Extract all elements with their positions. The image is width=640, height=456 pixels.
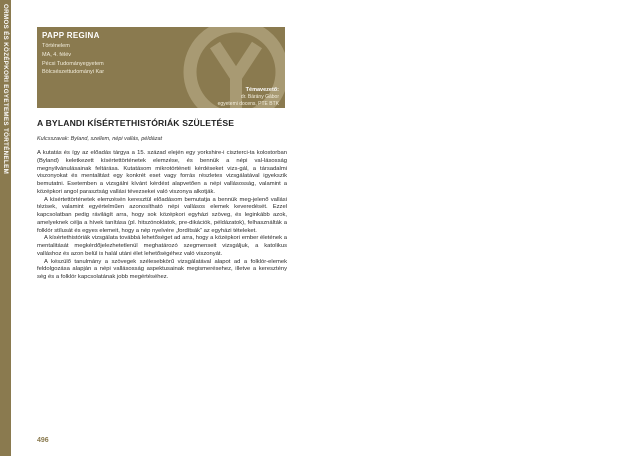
article-body <box>37 150 287 282</box>
supervisor-block <box>218 87 279 107</box>
author-info-line: Pécsi Tudományegyetem <box>42 60 104 67</box>
keywords: Kulcsszavak: Byland, szellem, népi vallás, példázat <box>37 136 163 142</box>
spine-section-title: ORMOS ÉS KÖZÉPKORI EGYETEMES TÖRTÉNELEM <box>2 4 9 175</box>
author-info <box>42 42 104 77</box>
paragraph: A készülő tanulmány a szövegek szélesebkörű vizsgálatával alapot ad a folklór-elemek feldolgozása alapján a népi vallásosság aspektusainak megismerésehez, illetve a keresztény ség és a folklór kapcsolatának jobb megértéséhez. <box>37 258 287 280</box>
author-name: PAPP REGINA <box>42 31 100 40</box>
paragraph: A kutatás és így az előadás tárgya a 15. század elején egy yorkshire-i ciszterci-ta kolostorban (Byland) keletkezett kísértettörténetek elemzése, és bennük a népi val-lásosság megnyilvánulásainak feltárása. Kutatásom mikrotörténeti kérdéseket vizs-gál, a társadalmi viszonyokat és mentalitást egy konkrét eset vagy forrás részletes vizsgálatával igyekszik bemutatni. Esetemben a vizsgálni kívánt kérdést alapvetően a népi vallásosság, valamint a középkori angol parasztság vallási tévezsekei való viszonya alkotják. <box>37 150 287 195</box>
supervisor-name: dr. Bárány Gábor <box>240 94 279 100</box>
article-title: A BYLANDI KÍSÉRTETHISTÓRIÁK SZÜLETÉSE <box>37 118 235 128</box>
spine-bar <box>0 0 11 456</box>
supervisor-label: Témavezető: <box>245 87 279 93</box>
page-number: 496 <box>37 437 49 444</box>
author-info-line: Történelem <box>42 43 70 49</box>
paragraph: A kísértettörténetek elemzésén keresztül előadásom bemutatja a bennük meg-jelenő vallási tézisek, valamint egyértelműen azonosítható népi vallásos elemek keveredését. Ezzel kapcsolatban pedig rávilágít arra, hogy sok középkori egyházi szöveg, és leginkább azok, amelyeknek célja a hívek tanítása (pl. hitszónoklatok, pre-dikációk, példázatok), felhasználták a folklór stílusát és egyes elemeit, hogy a nép nyelvére „fordítsák” az egyházi tételeket. <box>37 196 287 234</box>
supervisor-position: egyetemi docens, PTE BTK <box>217 100 279 107</box>
author-info-line: Bölcsészettudományi Kar <box>42 69 105 76</box>
author-info-line: MA, 4. félév <box>42 51 72 58</box>
paragraph: A kísértethistóriák vizsgálata továbbá lehetőséget ad arra, hogy a középkori ember életének a mentalitását megkérdőjelezhetetlenül meghatározó szegmenseit vizsgáljuk, a katolikus valláshoz és azon belül is halál utáni élet lehetőségéhez való viszonyát. <box>37 235 287 257</box>
author-header-box <box>37 27 285 108</box>
